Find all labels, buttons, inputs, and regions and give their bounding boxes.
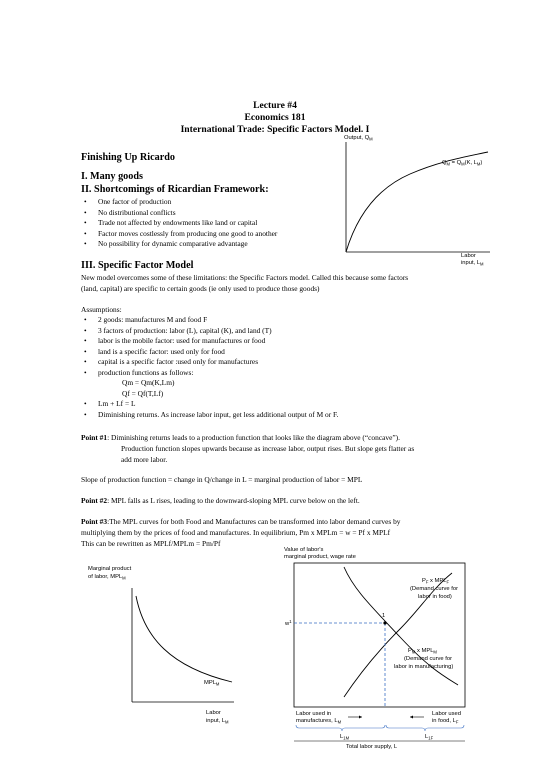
food-demand-label-1: $P_F$ x $MPL_F$ bbox=[422, 578, 450, 585]
labor-market-equilibrium-figure bbox=[282, 545, 482, 750]
total-labor-label: Total labor supply, L bbox=[346, 744, 398, 750]
mpl-curve bbox=[136, 596, 232, 682]
list-item: • No distributional conflicts bbox=[84, 207, 176, 217]
slope-definition: Slope of production function = change in Q/change in L = marginal production of labor = MPL bbox=[81, 475, 363, 484]
lf-brace bbox=[386, 725, 464, 731]
point-3-line-2: multiplying them by the prices of food and manufactures. In equilibrium, Pm x MPLm = w = Pf x MPLf bbox=[81, 528, 391, 537]
mfg-demand-label-3: labor in manufacturing) bbox=[394, 664, 454, 670]
labor-used-f-label-2: in food, $L_F$ bbox=[432, 718, 459, 725]
point-1-line-1: Point #1: Diminishing returns leads to a production function that looks like the diagram above (“concave”). bbox=[81, 433, 400, 442]
shortcomings-list bbox=[84, 197, 277, 250]
section-finishing-ricardo: Finishing Up Ricardo bbox=[81, 152, 175, 163]
production-function-figure bbox=[330, 132, 500, 277]
assumptions-heading: Assumptions: bbox=[81, 305, 122, 314]
labor-input-label-1: Labor bbox=[461, 253, 476, 259]
intro-line-2: (land, capital) are specific to certain goods (ie only used to produce those goods) bbox=[81, 284, 320, 293]
mpl-figure bbox=[82, 562, 242, 734]
point-1-label: 1 bbox=[382, 613, 386, 619]
lm-brace bbox=[296, 725, 385, 731]
section-many-goods: I. Many goods bbox=[81, 171, 143, 182]
labor-label-2: input, $L_M$ bbox=[206, 718, 229, 725]
wage-label: $w^1$ bbox=[285, 619, 292, 627]
equilibrium-point bbox=[383, 621, 386, 624]
list-item: • capital is a specific factor :used only for manufactures bbox=[84, 357, 259, 366]
list-item: • production functions as follows: bbox=[84, 367, 194, 377]
labor-label-1: Labor bbox=[206, 710, 221, 716]
lecture-topic: International Trade: Specific Factors Model. I bbox=[180, 124, 370, 135]
labor-used-f-label-1: Labor used bbox=[432, 711, 462, 717]
point-1-line-2: Production function slopes upwards because as increase labor, output rises. But slope gets flatter as bbox=[121, 444, 415, 453]
lecture-number: Lecture #4 bbox=[253, 100, 297, 111]
list-item: • labor is the mobile factor: used for manufactures or food bbox=[84, 336, 266, 345]
list-item: • 2 goods: manufactures M and food F bbox=[84, 315, 208, 324]
intro-line-1: New model overcomes some of these limitations: the Specific Factors model. Called this because some factors bbox=[81, 273, 409, 282]
list-item: • One factor of production bbox=[84, 197, 172, 206]
point-2: Point #2: MPL falls as L rises, leading to the downward-sloping MPL curve below on the left. bbox=[81, 496, 360, 505]
labor-input-label-2: input, $L_M$ bbox=[461, 260, 484, 267]
production-function-qf: Qf = Qf(T,Lf) bbox=[122, 388, 164, 398]
point-1-line-3: add more labor. bbox=[121, 455, 168, 464]
list-item: • Trade not affected by endowments like land or capital bbox=[84, 218, 258, 227]
value-axis-label-2: marginal product, wage rate bbox=[284, 554, 356, 560]
labor-used-m-label-1: Labor used in bbox=[296, 711, 332, 717]
list-item: • 3 factors of production: labor (L), capital (K), and land (T) bbox=[84, 325, 272, 335]
mfg-demand-label-1: $P_M$ x $MPL_M$ bbox=[408, 648, 437, 655]
section-specific-factor-model: III. Specific Factor Model bbox=[81, 260, 194, 271]
point-3-line-1: Point #3:The MPL curves for both Food and Manufactures can be transformed into labor demand curves by bbox=[81, 517, 401, 526]
production-function-qm: Qm = Qm(K,Lm) bbox=[122, 378, 175, 387]
labor-used-m-label-2: manufactures, $L_M$ bbox=[296, 718, 342, 725]
mfg-demand-label-2: (Demand curve for bbox=[404, 656, 453, 662]
lf-label: $L_1F$ bbox=[425, 734, 434, 741]
course-name: Economics 181 bbox=[244, 112, 306, 123]
production-curve-label: $Q_M = Q_M(K$, $L_M$) bbox=[442, 160, 483, 167]
list-item: • Diminishing returns. As increase labor input, get less additional output of M or F. bbox=[84, 409, 339, 419]
section-shortcomings: II. Shortcomings of Ricardian Framework: bbox=[81, 184, 269, 195]
output-axis-label: Output, $Q_M$ bbox=[344, 135, 373, 142]
lm-label: $L_1M$ bbox=[340, 734, 350, 741]
value-axis-label-1: Value of labor's bbox=[284, 547, 324, 553]
food-demand-label-2: (Demand curve for bbox=[410, 586, 459, 592]
production-curve bbox=[346, 152, 488, 252]
arrow-right-head bbox=[359, 716, 362, 719]
point-3-line-3: This can be rewritten as MPLf/MPLm = Pm/Pf bbox=[81, 539, 221, 548]
mpl-curve-label: $MPL_M$ bbox=[204, 680, 220, 687]
list-item: • land is a specific factor: used only for food bbox=[84, 346, 225, 356]
arrow-left-head bbox=[410, 716, 413, 719]
assumptions-list bbox=[84, 315, 338, 420]
food-demand-label-3: labor in food) bbox=[418, 594, 452, 600]
list-item: • Factor moves costlessly from producing one good to another bbox=[84, 228, 278, 238]
list-item: • No possibility for dynamic comparative advantage bbox=[84, 239, 248, 248]
list-item: • Lm + Lf = L bbox=[84, 399, 136, 408]
mpl-axis-label-2: of labor, $MPL_M$ bbox=[88, 574, 126, 581]
mpl-axis-label-1: Marginal product bbox=[88, 566, 132, 572]
